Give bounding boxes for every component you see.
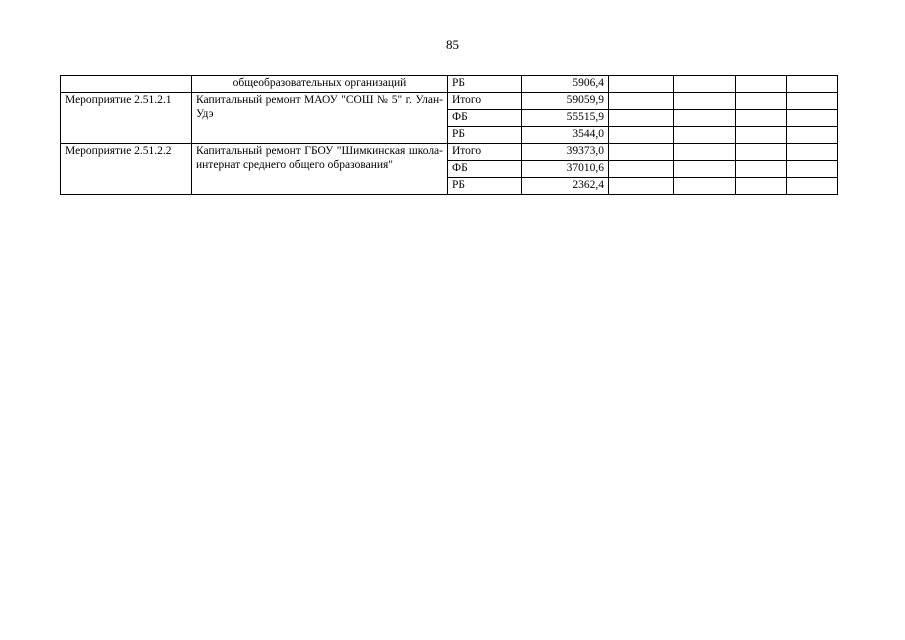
- empty-cell: [787, 144, 838, 161]
- empty-cell: [787, 76, 838, 93]
- empty-cell: [787, 110, 838, 127]
- event-name-cell: Капитальный ремонт ГБОУ "Шимкинская школа-интернат среднего общего образования": [192, 144, 448, 195]
- empty-cell: [674, 127, 736, 144]
- empty-cell: [787, 161, 838, 178]
- empty-cell: [787, 93, 838, 110]
- funding-source-cell: Итого: [448, 144, 522, 161]
- empty-cell: [674, 178, 736, 195]
- amount-cell: 39373,0: [522, 144, 609, 161]
- empty-cell: [736, 127, 787, 144]
- funding-source-cell: ФБ: [448, 110, 522, 127]
- empty-cell: [609, 93, 674, 110]
- table-row: [61, 144, 838, 161]
- event-cell-empty: [61, 76, 192, 93]
- budget-table: [60, 75, 838, 195]
- empty-cell: [787, 178, 838, 195]
- funding-source-cell: РБ: [448, 76, 522, 93]
- funding-source-cell: Итого: [448, 93, 522, 110]
- event-name-cell: общеобразовательных организаций: [192, 76, 448, 93]
- empty-cell: [609, 178, 674, 195]
- table-row-continuation: [61, 76, 838, 93]
- event-name-cell: Капитальный ремонт МАОУ "СОШ № 5" г. Улан-Удэ: [192, 93, 448, 144]
- empty-cell: [609, 110, 674, 127]
- event-label-cell: Мероприятие 2.51.2.1: [61, 93, 192, 144]
- table-row: [61, 93, 838, 110]
- empty-cell: [736, 178, 787, 195]
- amount-cell: 37010,6: [522, 161, 609, 178]
- empty-cell: [736, 161, 787, 178]
- funding-source-cell: ФБ: [448, 161, 522, 178]
- empty-cell: [609, 161, 674, 178]
- empty-cell: [609, 144, 674, 161]
- amount-cell: 2362,4: [522, 178, 609, 195]
- empty-cell: [609, 127, 674, 144]
- empty-cell: [787, 127, 838, 144]
- empty-cell: [736, 76, 787, 93]
- empty-cell: [736, 144, 787, 161]
- amount-cell: 5906,4: [522, 76, 609, 93]
- empty-cell: [736, 93, 787, 110]
- funding-source-cell: РБ: [448, 127, 522, 144]
- funding-source-cell: РБ: [448, 178, 522, 195]
- empty-cell: [674, 161, 736, 178]
- empty-cell: [674, 144, 736, 161]
- empty-cell: [674, 93, 736, 110]
- amount-cell: 59059,9: [522, 93, 609, 110]
- empty-cell: [609, 76, 674, 93]
- amount-cell: 55515,9: [522, 110, 609, 127]
- empty-cell: [736, 110, 787, 127]
- amount-cell: 3544,0: [522, 127, 609, 144]
- empty-cell: [674, 110, 736, 127]
- empty-cell: [674, 76, 736, 93]
- page-number: 85: [446, 37, 459, 52]
- event-label-cell: Мероприятие 2.51.2.2: [61, 144, 192, 195]
